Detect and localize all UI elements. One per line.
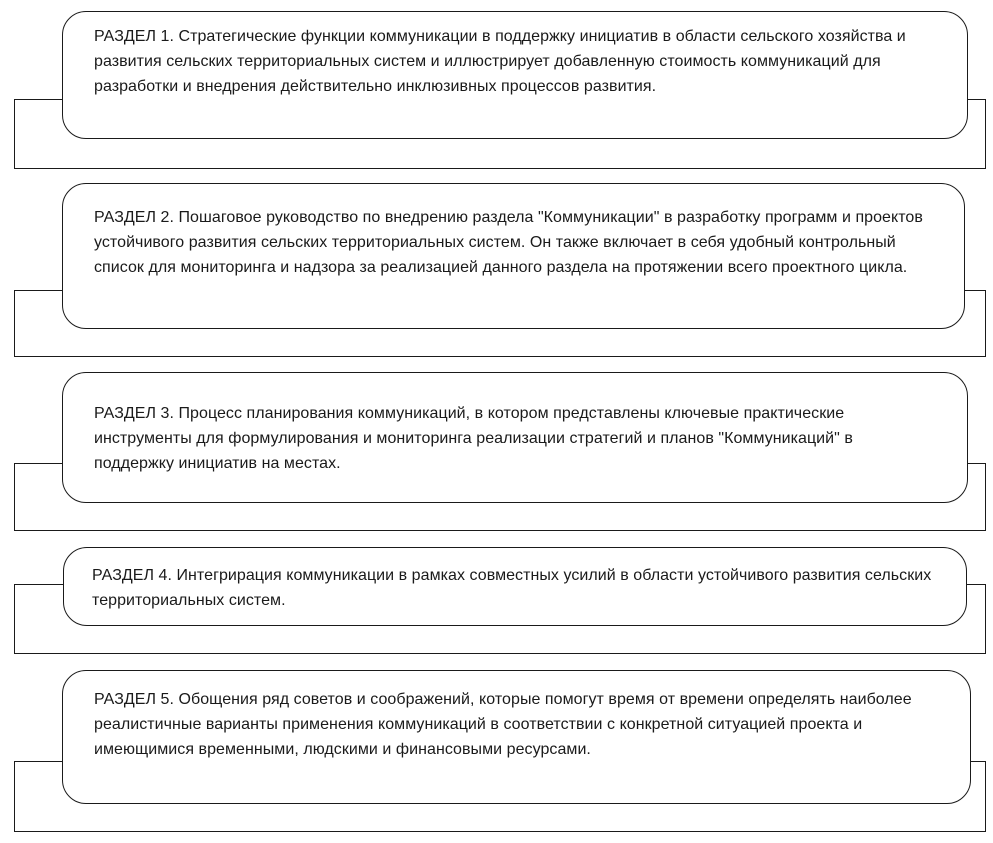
section-5-box xyxy=(62,670,971,804)
section-2-text: РАЗДЕЛ 2. Пошаговое руководство по внедрению раздела "Коммуникации" в разработку программ и проектов устойчивого развития сельских территориальных систем. Он также включает в себя удобный контрольный список для мониторинга и надзора за реализацией данного раздела на протяжении всего проектного цикла. xyxy=(94,209,923,276)
section-1-text: РАЗДЕЛ 1. Стратегические функции коммуникации в поддержку инициатив в области сельского хозяйства и развития сельских территориальных систем и иллюстрирует добавленную стоимость коммуникаций для разработки и внедрения действительно инклюзивных процессов развития. xyxy=(94,28,906,95)
section-3-text: РАЗДЕЛ 3. Процесс планирования коммуникаций, в котором представлены ключевые практические инструменты для формулирования и мониторинга реализации стратегий и планов "Коммуникаций" в поддержку инициатив на местах. xyxy=(94,405,853,472)
section-4-box xyxy=(63,547,967,626)
section-1-box xyxy=(62,11,968,139)
section-3-box xyxy=(62,372,968,503)
section-5-text: РАЗДЕЛ 5. Обощения ряд советов и соображений, которые помогут время от времени определять наиболее реалистичные варианты применения коммуникаций в соответствии с конкретной ситуацией проекта и имеющимися временными, людскими и финансовыми ресурсами. xyxy=(94,691,912,758)
section-2-box xyxy=(62,183,965,329)
section-4-text: РАЗДЕЛ 4. Интегрирация коммуникации в рамках совместных усилий в области устойчивого развития сельских территориальных систем. xyxy=(92,567,932,609)
